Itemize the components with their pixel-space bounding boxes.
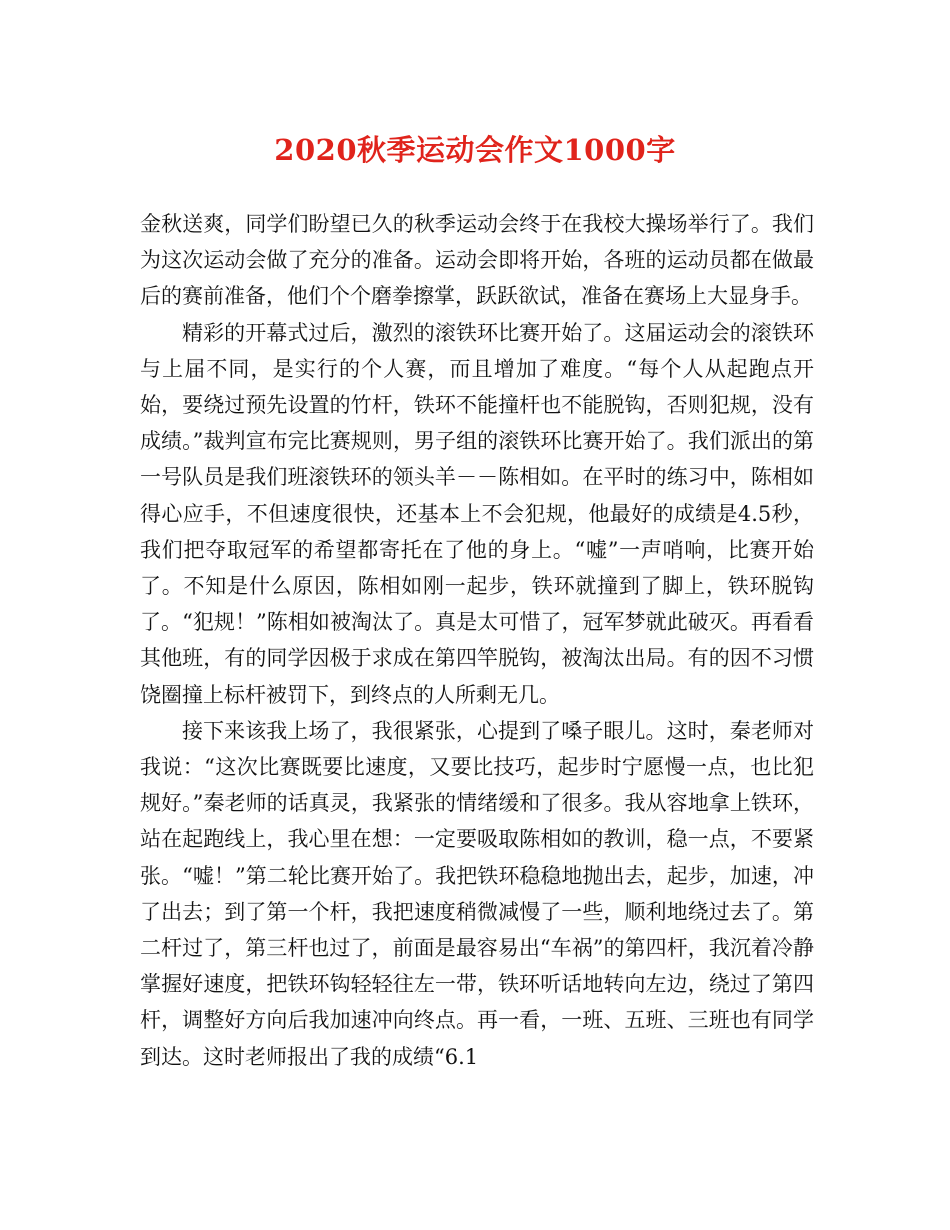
- document-body: [140, 206, 814, 1075]
- paragraph-1: 金秋送爽，同学们盼望已久的秋季运动会终于在我校大操场举行了。我们为这次运动会做了充分的准备。运动会即将开始，各班的运动员都在做最后的赛前准备，他们个个磨拳擦掌，跃跃欲试，准备在赛场上大显身手。: [140, 212, 814, 309]
- paragraph-2: 精彩的开幕式过后，激烈的滚铁环比赛开始了。这届运动会的滚铁环与上届不同，是实行的个人赛，而且增加了难度。“每个人从起跑点开始，要绕过预先设置的竹杆，铁环不能撞杆也不能脱钩，否则犯规，没有成绩。”裁判宣布完比赛规则，男子组的滚铁环比赛开始了。我们派出的第一号队员是我们班滚铁环的领头羊－－陈相如。在平时的练习中，陈相如得心应手，不但速度很快，还基本上不会犯规，他最好的成绩是4.5秒，我们把夺取冠军的希望都寄托在了他的身上。“嘘”一声哨响，比赛开始了。不知是什么原因，陈相如刚一起步，铁环就撞到了脚上，铁环脱钩了。“犯规！”陈相如被淘汰了。真是太可惜了，冠军梦就此破灭。再看看其他班，有的同学因极于求成在第四竿脱钩，被淘汰出局。有的因不习惯饶圈撞上标杆被罚下，到终点的人所剩无几。: [140, 320, 814, 707]
- document-title: 2020秋季运动会作文1000字: [274, 133, 676, 167]
- paragraph-3: 接下来该我上场了，我很紧张，心提到了嗓子眼儿。这时，秦老师对我说：“这次比赛既要比速度，又要比技巧，起步时宁愿慢一点，也比犯规好。”秦老师的话真灵，我紧张的情绪缓和了很多。我从容地拿上铁环，站在起跑线上，我心里在想：一定要吸取陈相如的教训，稳一点，不要紧张。“嘘！”第二轮比赛开始了。我把铁环稳稳地抛出去，起步，加速，冲了出去；到了第一个杆，我把速度稍微减慢了一些，顺利地绕过去了。第二杆过了，第三杆也过了，前面是最容易出“车祸”的第四杆，我沉着冷静掌握好速度，把铁环钩轻轻往左一带，铁环听话地转向左边，绕过了第四杆，调整好方向后我加速冲向终点。再一看，一班、五班、三班也有同学到达。这时老师报出了我的成绩“6.1: [140, 718, 814, 1069]
